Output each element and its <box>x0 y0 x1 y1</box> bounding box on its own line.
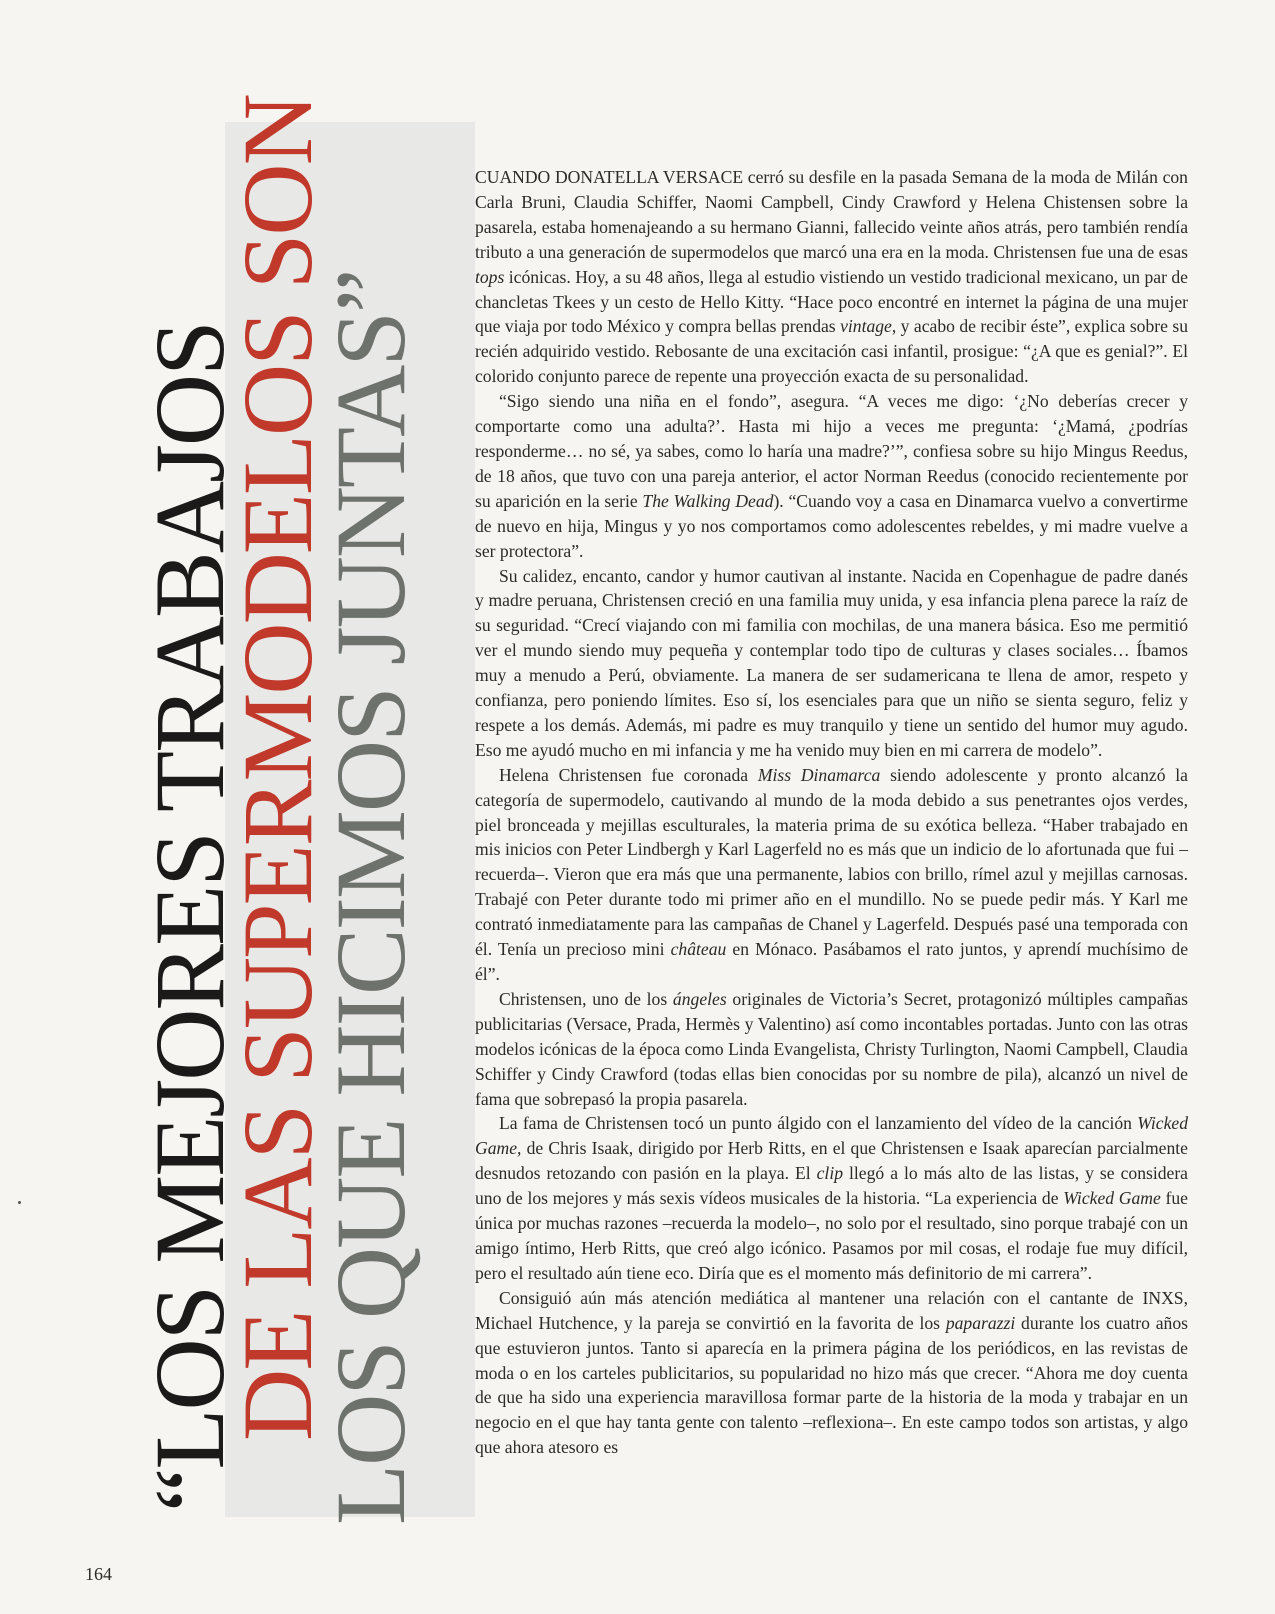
paragraph-7: Consiguió aún más atención mediática al mantener una relación con el cantante de INXS, Michael Hutchence, y la pareja se convirtió en la favorita de los paparazzi durante los cuatro años que estuvieron juntos. Tanto si aparecía en la primera página de los periódicos, en las revistas de moda o en los carteles publicitarios, su popularidad no hizo más que crecer. “Ahora me doy cuenta de que ha sido una experiencia maravillosa formar parte de la historia de la moda y trabajar en un negocio en el que hay tanta gente con talento –reflexiona–. En este campo todos son artistas, y algo que ahora atesoro es <box>475 1287 1188 1458</box>
paragraph-3: Su calidez, encanto, candor y humor cautivan al instante. Nacida en Copenhague de padre danés y madre peruana, Christensen creció en una familia muy unida, y esa infancia plena parece la raíz de su seguridad. “Crecí viajando con mi familia con mochilas, de una manera básica. Eso me permitió ver el mundo siendo muy pequeña y contemplar todo tipo de culturas y clases sociales… Íbamos muy a menudo a Perú, obviamente. La manera de ser sudamericana te llena de amor, respeto y confianza, pero poniendo límites. Eso sí, los esenciales para que un niño se sienta seguro, feliz y respete a los demás. Además, mi padre es muy tranquilo y tiene un sentido del humor muy agudo. Eso me ayudó mucho en mi infancia y me ha venido muy bien en mi carrera de modelo”. <box>475 565 1188 760</box>
paragraph-5: Christensen, uno de los ángeles originales de Victoria’s Secret, protagonizó múltiples campañas publicitarias (Versace, Prada, Hermès y Valentino) así como incontables portadas. Junto con las otras modelos icónicas de la época como Linda Evangelista, Christy Turlington, Naomi Campbell, Claudia Schiffer y Cindy Crawford (todas ellas bien conocidas por su nombre de pila), alcanzó un nivel de fama que sobrepasó la propia pasarela. <box>475 988 1188 1109</box>
paragraph-6: La fama de Christensen tocó un punto álgido con el lanzamiento del vídeo de la canción Wicked Game, de Chris Isaak, dirigido por Herb Ritts, en el que Christensen e Isaak aparecían parcialmente desnudos retozando con pasión en la playa. El clip llegó a lo más alto de las listas, y se considera uno de los mejores y más sexis vídeos musicales de la historia. “La experiencia de Wicked Game fue única por muchas razones –recuerda la modelo–, no solo por el resultado, sino porque trabajé con un amigo íntimo, Herb Ritts, que creó algo icónico. Pasamos por mil cosas, el rodaje fue muy difícil, pero el resultado aún tiene eco. Diría que es el momento más definitorio de mi carrera”. <box>475 1113 1188 1283</box>
paragraph-2: “Sigo siendo una niña en el fondo”, asegura. “A veces me digo: ‘¿No deberías crecer y comportarte como una adulta?’. Hasta mi hijo a veces me pregunta: ‘¿Mamá, ¿podrías responderme… no sé, ya sabes, como lo haría una madre?’”, confiesa sobre su hijo Mingus Reedus, de 18 años, que tuvo con una pareja anterior, el actor Norman Reedus (conocido recientemente por su aparición en la serie The Walking Dead). “Cuando voy a casa en Dinamarca vuelvo a convertirme de nuevo en hija, Mingus y yo nos comportamos como adolescentes rebeldes, y mi madre vuelve a ser protectora”. <box>475 391 1188 561</box>
pull-quote-line-3: LOS QUE HICIMOS JUNTAS” <box>315 270 426 1525</box>
article-body <box>475 165 1188 1460</box>
lead-in: CUANDO DONATELLA VERSACE <box>475 167 744 187</box>
paragraph-4: Helena Christensen fue coronada Miss Dinamarca siendo adolescente y pronto alcanzó la categoría de supermodelo, cautivando al mundo de la moda debido a sus penetrantes ojos verdes, piel bronceada y mejillas esculturales, la materia prima de su exótica belleza. “Haber trabajado en mis inicios con Peter Lindbergh y Karl Lagerfeld no es más que un indicio de lo afortunada que fui –recuerda–. Vieron que era más que una permanente, labios con brillo, rímel azul y mejillas carnosas. Trabajé con Peter durante todo mi primer año en el mundillo. No se puede pedir más. Y Karl me contrató inmediatamente para las campañas de Chanel y Lagerfeld. Después pasé una temporada con él. Tenía un precioso mini château en Mónaco. Pasábamos el rato juntos, y aprendí muchísimo de él”. <box>475 764 1189 984</box>
pull-quote-line-1: “LOS MEJORES TRABAJOS <box>134 322 245 1512</box>
pull-quote-line-2: DE LAS SUPERMODELOS SON <box>222 95 333 1441</box>
page-number: 164 <box>85 1564 112 1584</box>
print-speck <box>18 1201 21 1204</box>
paragraph-1: CUANDO DONATELLA VERSACE cerró su desfile en la pasada Semana de la moda de Milán con Carla Bruni, Claudia Schiffer, Naomi Campbell, Cindy Crawford y Helena Chistensen sobre la pasarela, estaba homenajeando a su hermano Gianni, fallecido veinte años atrás, pero también rendía tributo a una generación de supermodelos que marcó una era en la moda. Christensen fue una de esas tops icónicas. Hoy, a su 48 años, llega al estudio vistiendo un vestido tradicional mexicano, un par de chancletas Tkees y un cesto de Hello Kitty. “Hace poco encontré en internet la página de una mujer que viaja por todo México y compra bellas prendas vintage, y acabo de recibir éste”, explica sobre su recién adquirido vestido. Rebosante de una excitación casi infantil, prosigue: “¿A que es genial?”. El colorido conjunto parece de repente una proyección exacta de su personalidad. <box>475 167 1188 387</box>
